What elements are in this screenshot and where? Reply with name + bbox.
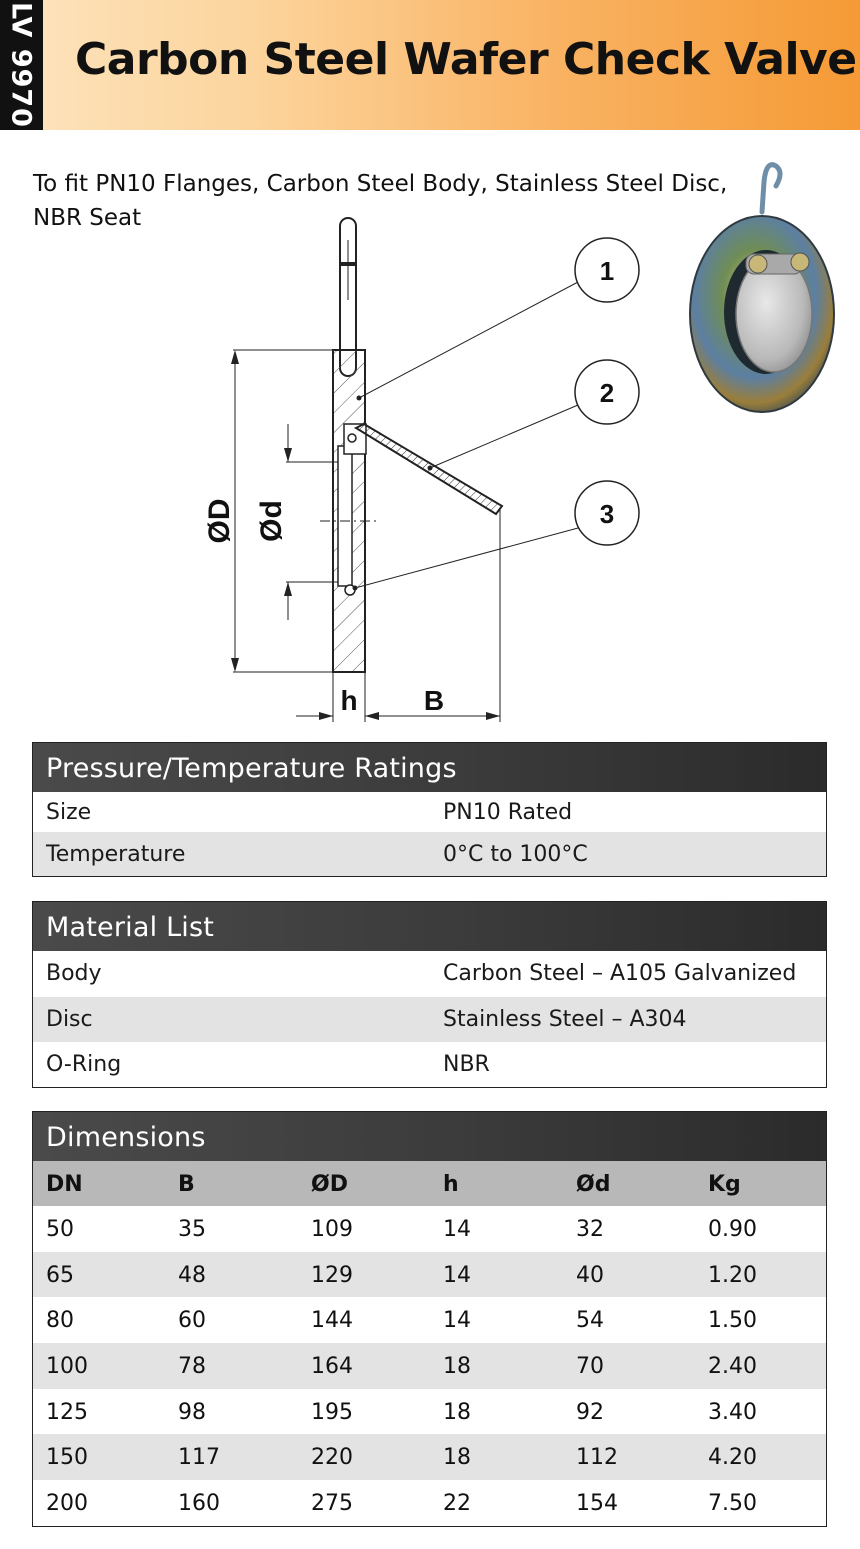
cell: 220 <box>311 1445 353 1471</box>
product-code: LV 9970 <box>5 2 37 128</box>
cell: 200 <box>46 1491 88 1517</box>
row-value: NBR <box>443 1052 490 1077</box>
callout-3-label: 3 <box>599 499 615 529</box>
cell: 18 <box>443 1354 471 1380</box>
material-table-title: Material List <box>33 902 826 951</box>
row-label: O-Ring <box>46 1052 122 1077</box>
row-value: PN10 Rated <box>443 800 573 825</box>
cell: 22 <box>443 1491 471 1517</box>
cell: 112 <box>576 1445 618 1471</box>
table-row <box>33 1042 826 1087</box>
product-description: To fit PN10 Flanges, Carbon Steel Body, Stainless Steel Disc, NBR Seat <box>33 171 728 231</box>
cell: 80 <box>46 1308 74 1334</box>
cell: 14 <box>443 1262 471 1288</box>
product-code-tab <box>0 0 43 130</box>
ratings-table-title: Pressure/Temperature Ratings <box>33 743 826 792</box>
column-header-dn: DN <box>46 1172 83 1197</box>
cell: 54 <box>576 1308 604 1334</box>
row-label: Temperature <box>46 842 186 867</box>
cell: 1.50 <box>708 1308 757 1334</box>
cell: 18 <box>443 1445 471 1471</box>
row-value: Carbon Steel – A105 Galvanized <box>443 961 797 986</box>
cell: 117 <box>178 1445 220 1471</box>
ratings-table <box>32 742 827 877</box>
cell: 1.20 <box>708 1262 757 1288</box>
cell: 4.20 <box>708 1445 757 1471</box>
cell: 70 <box>576 1354 604 1380</box>
cell: 100 <box>46 1354 88 1380</box>
cell: 40 <box>576 1262 604 1288</box>
row-label: Size <box>46 800 92 825</box>
callout-1 <box>575 238 639 302</box>
dimension-label-h: h <box>340 685 358 716</box>
header-banner <box>0 0 860 130</box>
column-header-b: B <box>178 1172 195 1197</box>
cell: 2.40 <box>708 1354 757 1380</box>
cell: 65 <box>46 1262 74 1288</box>
column-header-h: h <box>443 1172 459 1197</box>
cell: 14 <box>443 1217 471 1242</box>
cell: 129 <box>311 1262 353 1288</box>
cell: 125 <box>46 1399 88 1425</box>
cell: 48 <box>178 1262 206 1288</box>
dimensions-table-title: Dimensions <box>33 1112 826 1161</box>
callout-2-label: 2 <box>599 378 615 408</box>
row-value: Stainless Steel – A304 <box>443 1007 687 1032</box>
valve-product-photo <box>684 152 844 414</box>
column-header-inner-diameter: Ød <box>576 1172 611 1197</box>
cell: 3.40 <box>708 1399 757 1425</box>
table-row <box>33 792 826 832</box>
cell: 78 <box>178 1354 206 1380</box>
table-row <box>33 1297 826 1343</box>
table-row <box>33 1480 826 1526</box>
table-row <box>33 1389 826 1435</box>
column-header-kg: Kg <box>708 1172 741 1197</box>
table-row <box>33 1343 826 1389</box>
cell: 275 <box>311 1491 353 1517</box>
cell: 35 <box>178 1217 206 1242</box>
cell: 144 <box>311 1308 353 1334</box>
cell: 60 <box>178 1308 206 1334</box>
row-label: Body <box>46 961 102 986</box>
cell: 50 <box>46 1217 74 1242</box>
cell: 154 <box>576 1491 618 1517</box>
row-value: 0°C to 100°C <box>443 842 588 867</box>
cell: 7.50 <box>708 1491 757 1517</box>
cell: 150 <box>46 1445 88 1471</box>
callout-3 <box>575 481 639 545</box>
valve-cross-section-drawing <box>180 210 660 730</box>
table-row <box>33 1252 826 1298</box>
cell: 164 <box>311 1354 353 1380</box>
page-title: Carbon Steel Wafer Check Valve <box>75 34 857 85</box>
table-row <box>33 1434 826 1480</box>
material-table <box>32 901 827 1088</box>
cell: 0.90 <box>708 1217 757 1242</box>
dimension-label-D: ØD <box>203 498 236 544</box>
cell: 109 <box>311 1217 353 1242</box>
table-row <box>33 832 826 876</box>
dimension-label-B: B <box>423 685 445 716</box>
column-header-outer-diameter: ØD <box>311 1172 348 1197</box>
cell: 160 <box>178 1491 220 1517</box>
callout-2 <box>575 360 639 424</box>
row-label: Disc <box>46 1007 93 1032</box>
table-row <box>33 997 826 1042</box>
cell: 32 <box>576 1217 604 1242</box>
cell: 18 <box>443 1399 471 1425</box>
cell: 92 <box>576 1399 604 1425</box>
dimension-label-d: Ød <box>255 500 288 542</box>
cell: 14 <box>443 1308 471 1334</box>
callout-1-label: 1 <box>599 256 615 286</box>
dimensions-table <box>32 1111 827 1527</box>
table-row <box>33 951 826 997</box>
cell: 98 <box>178 1399 206 1425</box>
dimensions-column-headers <box>33 1161 826 1206</box>
table-row <box>33 1206 826 1252</box>
cell: 195 <box>311 1399 353 1425</box>
